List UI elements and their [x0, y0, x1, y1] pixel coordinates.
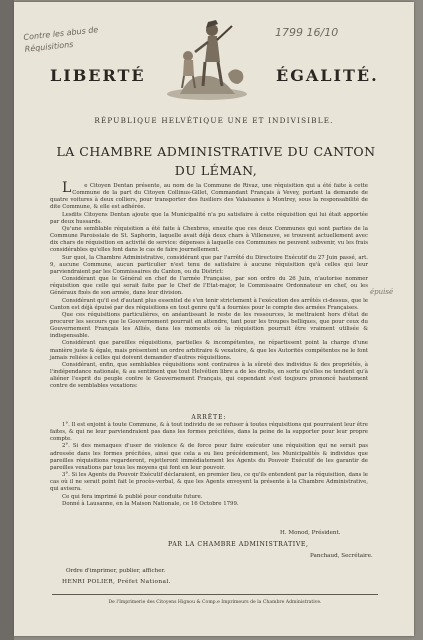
body-paragraph: Considérant qu'il est d'autant plus essentiel de s'en tenir strictement à l'exécution des arrêtés ci-dessus, que le Canton est déjà épuisé par des réquisitions en tout genre qu'il a fournies pour le compte des armées Françaises.	[50, 297, 368, 311]
article-paragraph: 3°. Si les Agents du Pouvoir Exécutif déclaraient, en premier lieu, ce qu'ils entendent par la réquisition, dans le cas où il ne serait point fait le procès-verbal, & que les Agents envoyent la présente à la Chambre Administrative, qui avisera.	[50, 472, 368, 493]
articles-section	[50, 422, 368, 508]
article-paragraph: 2°. Si des menaques d'user de violence & de force pour faire exécuter une réquisition qui ne serait pas adressée dans les formes précitées, ainsi que cela a eu lieu précédemment, les Municipalités & individus que pareilles réquisitions regarderont, rejetteront immédiatement les Agents du Pouvoir Exécutif de les garantir de pareilles vexations par tous les moyens qui font en leur pouvoir.	[50, 443, 368, 471]
document-body	[50, 180, 368, 391]
order-line: Ordre d'imprimer, publier, afficher.	[66, 568, 166, 574]
divider	[52, 594, 378, 595]
article-paragraph: Donné à Lausanne, en la Maison Nationale, ce 16 Octobre 1799.	[62, 500, 239, 507]
president-signature: H. Monod, Président.	[280, 530, 341, 536]
note-line: Réquisitions	[24, 39, 74, 54]
title-line-1: LA CHAMBRE ADMINISTRATIVE DU CANTON	[56, 144, 376, 159]
motto-egalite: ÉGALITÉ.	[276, 66, 379, 85]
article-paragraph: 1°. Il est enjoint à toute Commune, & à tout individu de se refuser à toutes réquisitions qui pourraient leur être faites, & qui ne leur parviendraient pas dans les formes précitées, dans la peine de la supporter pour leur propre compte.	[50, 422, 368, 443]
body-paragraph: Considérant que le Général en chef de l'armée Française, par son ordre du 26 Juin, n'autorise nommer réquisition que celle qui serait faite par le Chef de l'Etat-major, le Commissaire Ordonnateur en chef, ou les Généraux fixés de son armée, dans leur division.	[50, 276, 368, 297]
handwritten-date-note: 1799 16/10	[275, 26, 339, 39]
allegorical-vignette-illustration	[160, 14, 255, 104]
body-paragraph: Le Citoyen Dentan présente, au nom de la Commune de Rivaz, une réquisition qui a été faite à cette Commune de la part du Citoyen Collinus-Gillet, Commandant Français à Vevey, portant la demande de quatre voitures à deux colliers, pour transporter des fusiliers des Valaisanes à Montrey, sous la responsabilité de dite Commune, & elle est adhérée.	[50, 180, 368, 211]
body-paragraph: Lesdits Citoyens Dentan ajoute que la Municipalité n'a pu satisfaire à cette réquisition qui lui était apportée par deux hussards.	[50, 211, 368, 225]
body-paragraph: Considérant, enfin, que semblables réquisitions sont contraires à la sûreté des individus & des propriétés, à l'indépendance nationale, & au sentiment que tout Helvétien libre a de les droits, en sorte qu'elles ne tendent qu'à aliéner l'esprit du peuple contre le Gouvernement Français, qui cependant s'est toujours prononcé hautement contre de semblables vexations:	[50, 361, 368, 390]
body-paragraph: Qu'une semblable réquisition a été faite à Chexbres, ensuite que ces deux Communes qui sont parties de la Commune Paroissiale de St. Saphorin, laquelle avait déjà deux chars à Villeneuve, se trouvent actuellement avec dix chars de réquisition en activité de service: dépenses à laquelle ces Communes ne peuvent subvenir, vu les frais considérables qu'elles font dans le cas de faire journellement.	[50, 225, 368, 254]
chamber-signature-heading: PAR LA CHAMBRE ADMINISTRATIVE,	[168, 541, 309, 548]
arrete-heading: ARRÊTE:	[191, 414, 227, 421]
document-title	[36, 142, 396, 180]
republic-heading: RÉPUBLIQUE HELVÉTIQUE UNE ET INDIVISIBLE.	[94, 116, 334, 125]
prefect-line: HENRI POLIER, Préfet National.	[62, 579, 171, 585]
body-paragraph: Considérant que pareilles réquisitions, partielles & incompétentes, ne répartissent point la charge d'une manière juste & égale, mais présentent un ordre arbitraire & vexatoire, & que les Autorités compétentes ne le font jamais reliées à celles qui doivent demander d'autres réquisitions.	[50, 340, 368, 361]
page-shadow-edge	[0, 0, 14, 640]
printer-imprint: De l'Imprimerie des Citoyens Hignou & Comp.e Imprimeurs de la Chambre Administrative.	[108, 600, 322, 605]
body-paragraph: Sur quoi, la Chambre Administrative, considérant que par l'arrêté du Directoire Exécutif du 27 Juin passé, art. 9, aucune Commune, aucun particulier n'est tenu de satisfaire à aucune réquisition qu'à celles qui leur parviendraient par les Commissaires du Canton, ou du District:	[50, 254, 368, 275]
handwritten-margin-note: épuisé	[370, 288, 394, 296]
note-line: Contre les abus de	[23, 25, 99, 42]
article-paragraph: Ce qui fera imprimé & publié pour conduite future.	[62, 493, 203, 500]
body-paragraph: Que ces réquisitions particulières, en anéantissant le reste de les ressources, le mettraient hors d'état de procurer les secours que le Gouvernement pourrait en attendre, tant pour les troupes belliques, que pour ceux du Gouvernement Français les Alliés, dans les moments où la réquisition pourrait être vraiment utilisée & indispensable.	[50, 311, 368, 340]
secretary-signature: Panchaud, Secrétaire.	[310, 553, 373, 559]
motto-liberte: LIBERTÉ	[50, 66, 146, 85]
title-line-2: DU LÉMAN,	[174, 163, 258, 178]
